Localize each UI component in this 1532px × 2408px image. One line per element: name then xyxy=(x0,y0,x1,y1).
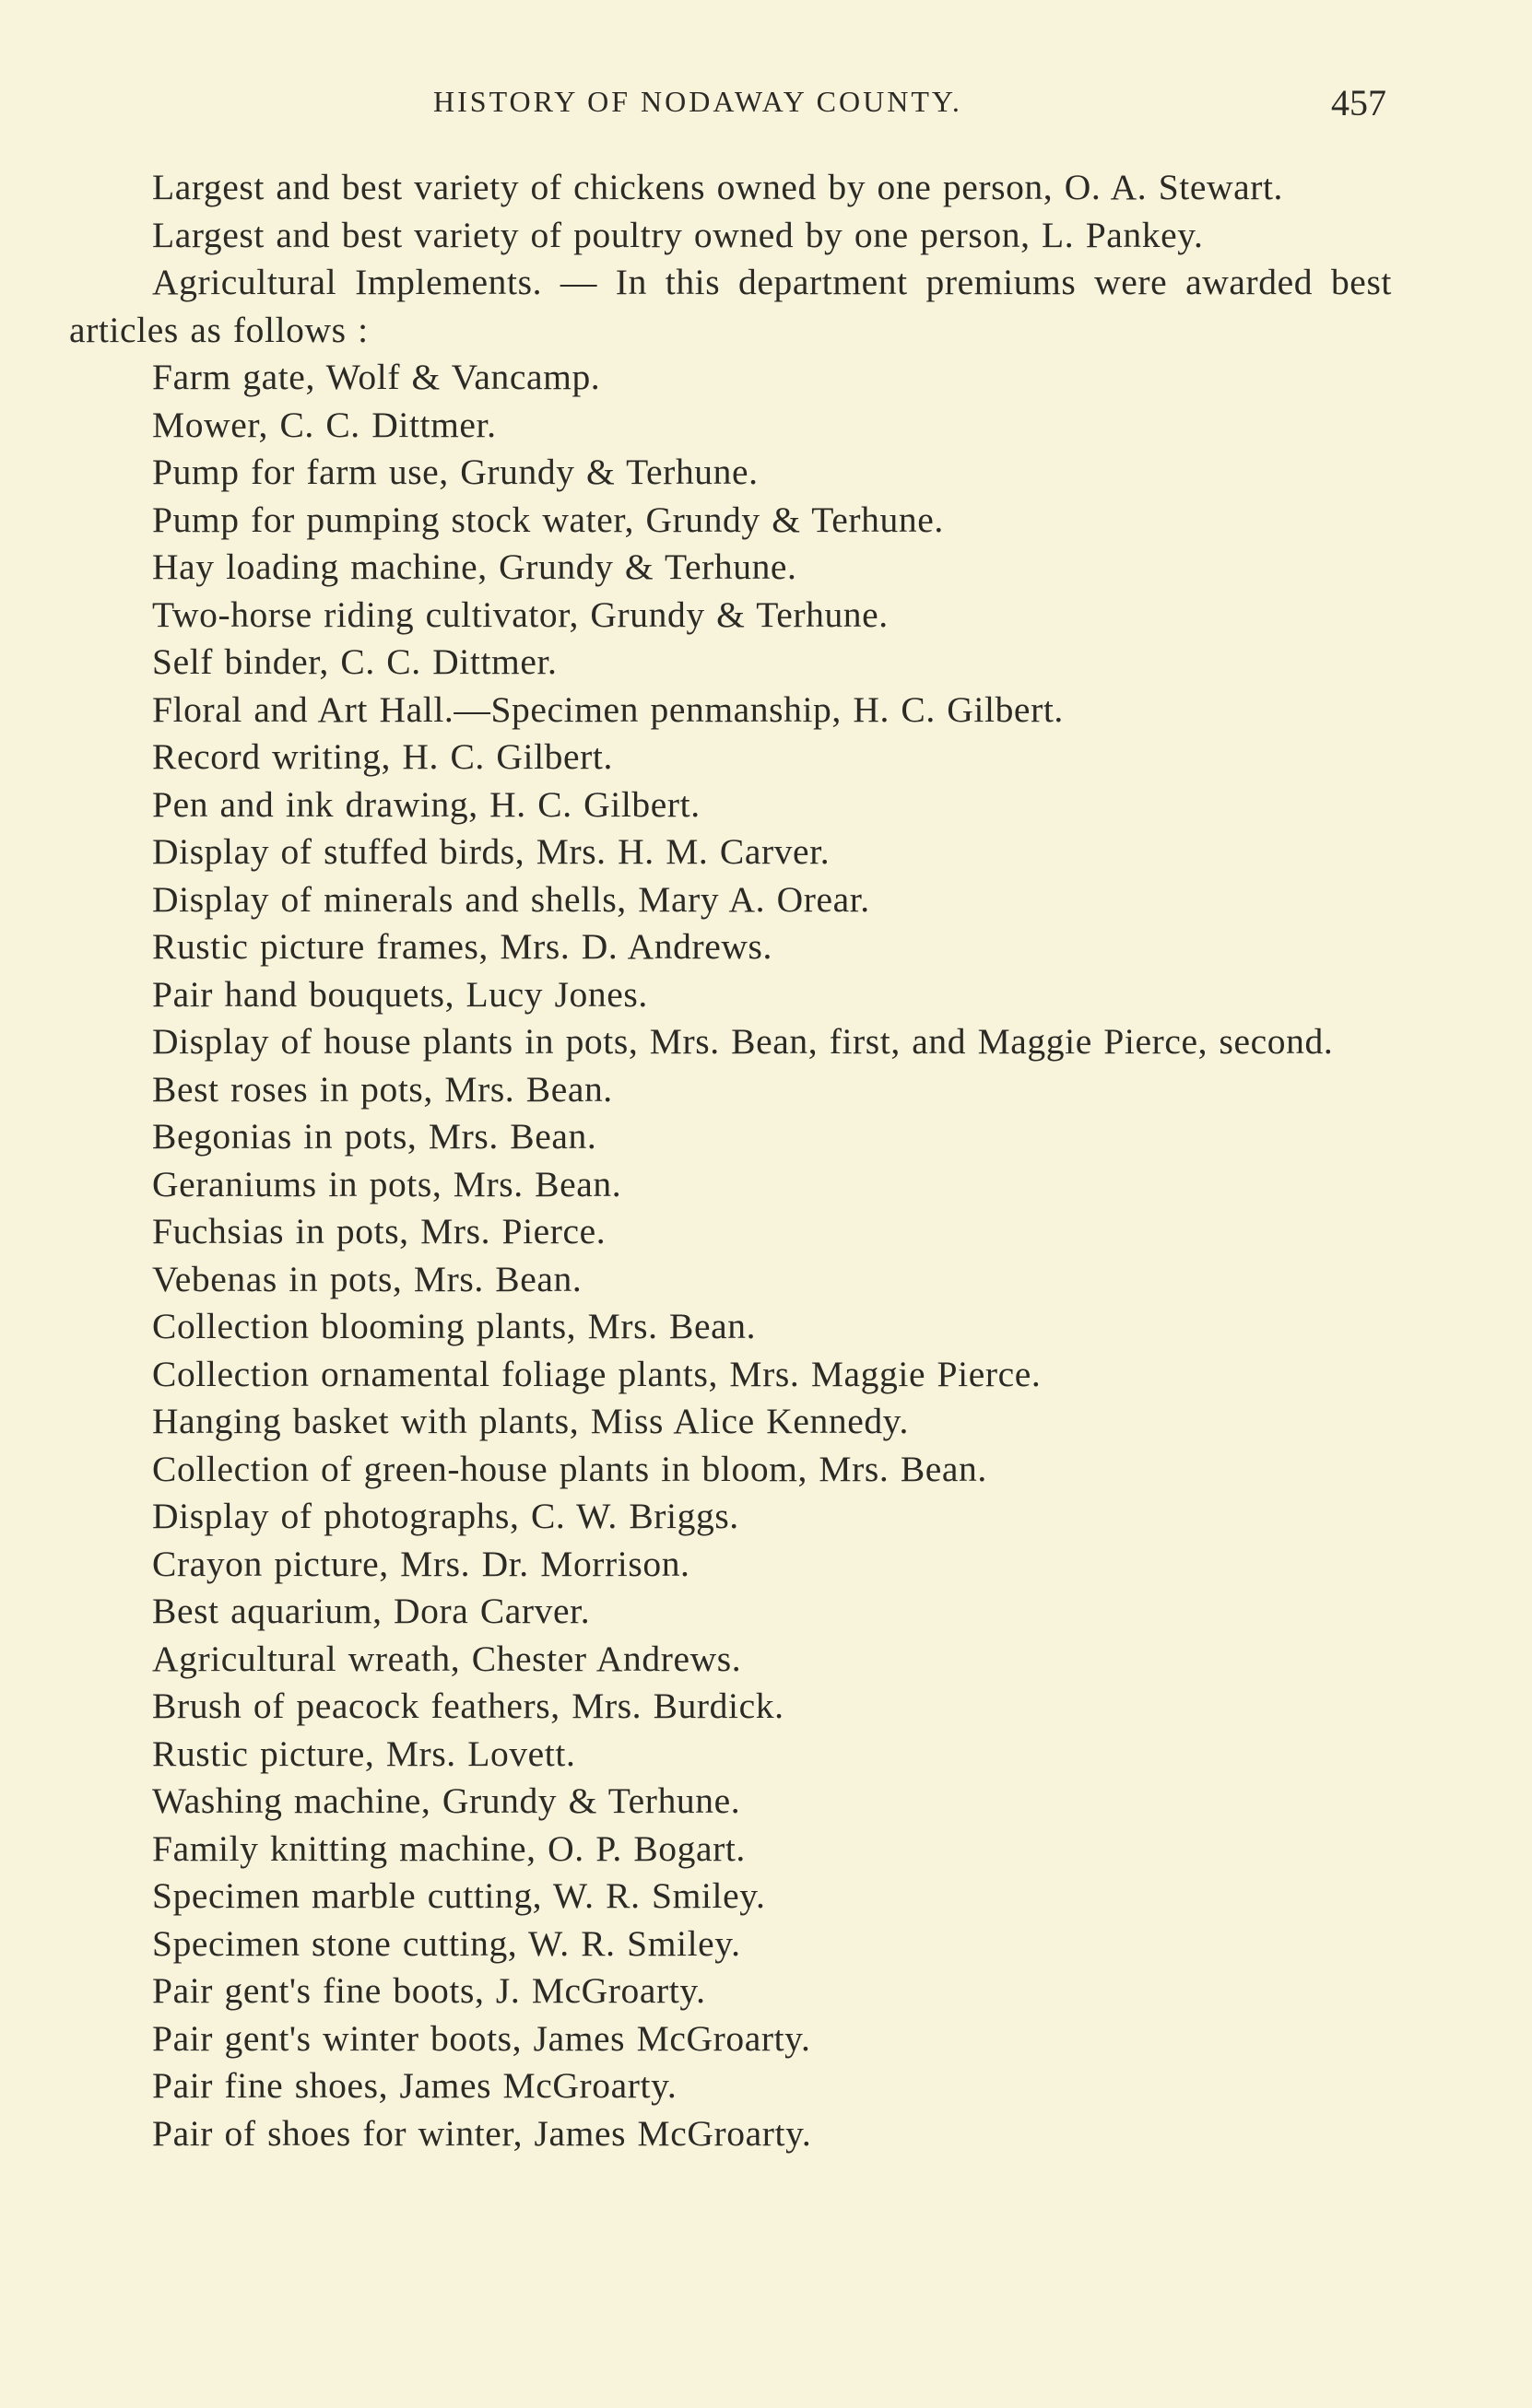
paragraph: Brush of peacock feathers, Mrs. Burdick. xyxy=(152,1686,784,1726)
paragraph: Agricultural wreath, Chester Andrews. xyxy=(152,1638,742,1679)
paragraph: Begonias in pots, Mrs. Bean. xyxy=(152,1116,597,1157)
paragraph: Geraniums in pots, Mrs. Bean. xyxy=(152,1163,622,1204)
paragraph: Pair fine shoes, James McGroarty. xyxy=(152,2065,678,2106)
paragraph: Pair gent's winter boots, James McGroarty. xyxy=(152,2017,811,2059)
paragraph: Best roses in pots, Mrs. Bean. xyxy=(152,1068,613,1110)
paragraph: Display of photographs, C. W. Briggs. xyxy=(152,1496,739,1536)
paragraph: Two-horse riding cultivator, Grundy & Terhune. xyxy=(152,593,889,635)
paragraph: Crayon picture, Mrs. Dr. Morrison. xyxy=(152,1543,690,1584)
paragraph: Pen and ink drawing, H. C. Gilbert. xyxy=(152,783,701,825)
page-body xyxy=(69,164,1392,2157)
paragraph: Rustic picture frames, Mrs. D. Andrews. xyxy=(152,926,772,967)
paragraph: Agricultural Implements. — In this department premiums were awarded best articles as follows : xyxy=(69,262,1392,350)
paragraph: Pair gent's fine boots, J. McGroarty. xyxy=(152,1970,706,2011)
paragraph: Display of minerals and shells, Mary A. Orear. xyxy=(152,878,870,920)
paragraph: Display of stuffed birds, Mrs. H. M. Carver. xyxy=(152,831,831,872)
paragraph: Specimen marble cutting, W. R. Smiley. xyxy=(152,1875,766,1916)
paragraph: Vebenas in pots, Mrs. Bean. xyxy=(152,1258,583,1299)
paragraph: Washing machine, Grundy & Terhune. xyxy=(152,1780,741,1821)
running-title: HISTORY OF NODAWAY COUNTY. xyxy=(433,85,962,118)
paragraph: Fuchsias in pots, Mrs. Pierce. xyxy=(152,1211,607,1251)
paragraph: Collection ornamental foliage plants, Mrs. Maggie Pierce. xyxy=(152,1353,1042,1394)
paragraph: Collection blooming plants, Mrs. Bean. xyxy=(152,1306,757,1346)
paragraph: Collection of green-house plants in bloom, Mrs. Bean. xyxy=(152,1448,987,1489)
page-number: 457 xyxy=(1331,82,1386,123)
paragraph: Pair of shoes for winter, James McGroarty. xyxy=(152,2112,812,2154)
paragraph: Self binder, C. C. Dittmer. xyxy=(152,641,558,682)
paragraph: Largest and best variety of poultry owned by one person, L. Pankey. xyxy=(152,214,1204,255)
paragraph: Display of house plants in pots, Mrs. Bean, first, and Maggie Pierce, second. xyxy=(152,1021,1334,1062)
paragraph: Hanging basket with plants, Miss Alice Kennedy. xyxy=(152,1401,909,1441)
paragraph: Floral and Art Hall.—Specimen penmanship, H. C. Gilbert. xyxy=(152,688,1064,730)
paragraph: Farm gate, Wolf & Vancamp. xyxy=(152,357,601,397)
paragraph: Specimen stone cutting, W. R. Smiley. xyxy=(152,1922,741,1964)
paragraph: Record writing, H. C. Gilbert. xyxy=(152,736,613,777)
paragraph: Hay loading machine, Grundy & Terhune. xyxy=(152,546,797,587)
paragraph: Best aquarium, Dora Carver. xyxy=(152,1591,591,1631)
paragraph: Rustic picture, Mrs. Lovett. xyxy=(152,1733,576,1774)
page-header xyxy=(0,81,1532,127)
paragraph: Pair hand bouquets, Lucy Jones. xyxy=(152,973,648,1015)
paragraph: Family knitting machine, O. P. Bogart. xyxy=(152,1827,746,1869)
paragraph: Mower, C. C. Dittmer. xyxy=(152,404,497,445)
paragraph: Pump for pumping stock water, Grundy & Terhune. xyxy=(152,499,944,540)
paragraph: Pump for farm use, Grundy & Terhune. xyxy=(152,452,759,492)
paragraph: Largest and best variety of chickens owned by one person, O. A. Stewart. xyxy=(152,167,1284,207)
